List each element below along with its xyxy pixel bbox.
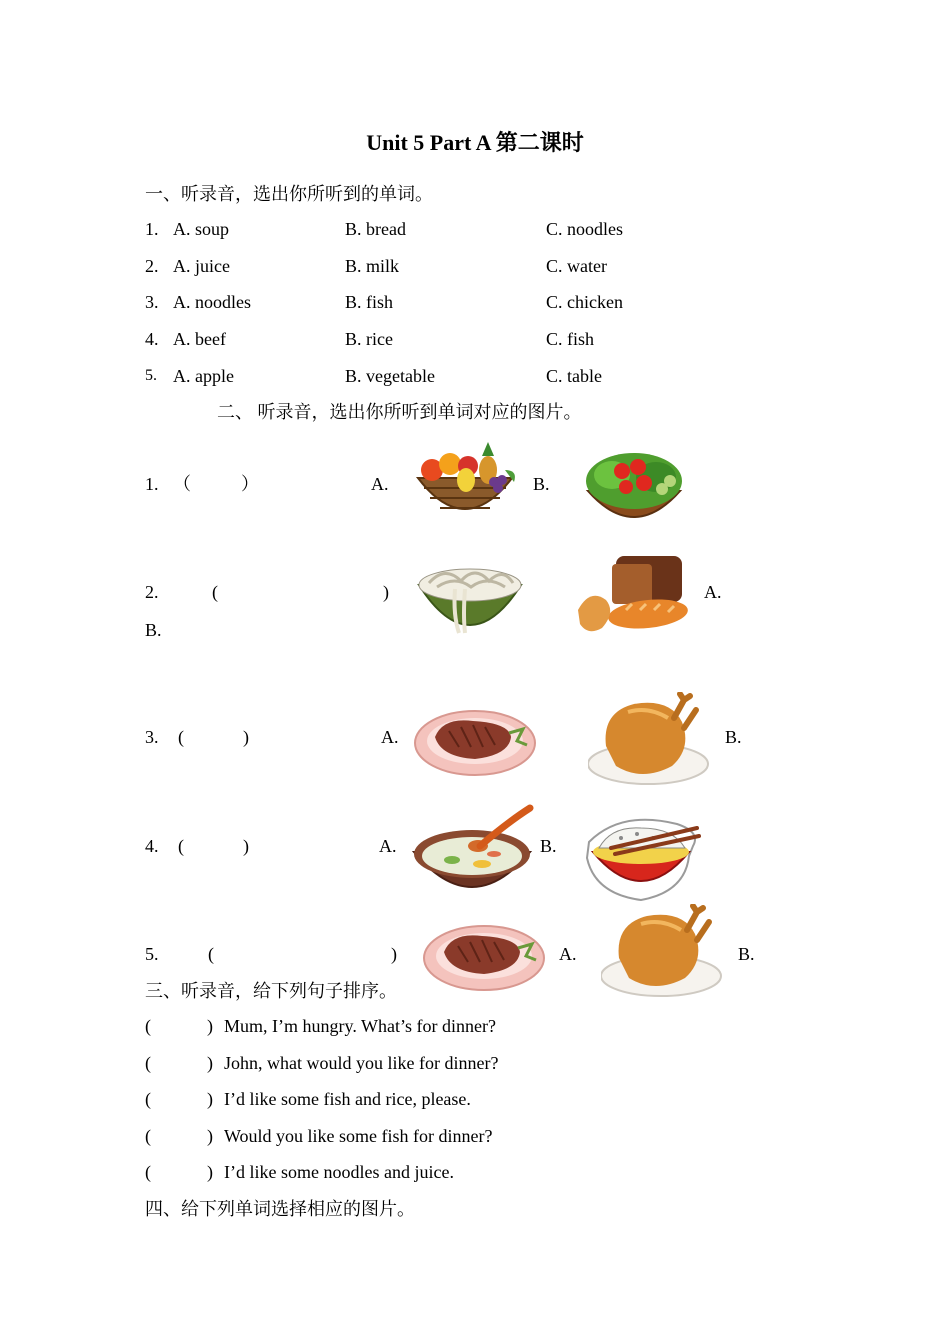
- sentence-item: John, what would you like for dinner?: [224, 1053, 499, 1073]
- option-b: B. bread: [345, 219, 406, 239]
- label-b: B.: [145, 620, 162, 640]
- soup-bowl-image: [412, 802, 538, 900]
- salad-bowl-image: [582, 443, 686, 527]
- label-b: B.: [725, 727, 742, 747]
- option-c: C. noodles: [546, 219, 624, 239]
- label-a: A.: [381, 727, 399, 747]
- page-title: Unit 5 Part A 第二课时: [366, 130, 584, 155]
- option-c: C. chicken: [546, 292, 623, 312]
- beef-plate-image: [413, 707, 537, 777]
- answer-paren-right: ): [207, 1053, 213, 1073]
- option-b: B. milk: [345, 256, 400, 276]
- noodle-bowl-image: [415, 555, 525, 637]
- option-c: C. fish: [546, 329, 595, 349]
- option-number: 2.: [145, 256, 159, 276]
- answer-paren-right: ): [383, 582, 389, 602]
- question-number: 1.: [145, 474, 159, 494]
- answer-paren-right: ): [243, 836, 249, 856]
- answer-paren-right: ): [207, 1089, 213, 1109]
- label-b: B.: [533, 474, 550, 494]
- option-number: 4.: [145, 329, 159, 349]
- answer-paren-left: (: [178, 836, 184, 856]
- answer-paren-right: ）: [241, 474, 259, 494]
- label-b: B.: [540, 836, 557, 856]
- bread-image: [576, 552, 690, 634]
- option-number: 5.: [145, 367, 157, 384]
- section-3-heading: 三、听录音，给下列句子排序。: [145, 981, 397, 1001]
- option-a: A. soup: [173, 219, 230, 239]
- answer-paren-left: (: [212, 582, 218, 602]
- option-a: A. noodles: [173, 292, 251, 312]
- option-b: B. rice: [345, 329, 393, 349]
- label-a: A.: [559, 944, 577, 964]
- option-number: 1.: [145, 219, 159, 239]
- fruit-basket-image: [410, 440, 520, 530]
- answer-paren-right: ): [243, 727, 249, 747]
- option-b: B. vegetable: [345, 366, 435, 386]
- option-c: C. table: [546, 366, 602, 386]
- option-number: 3.: [145, 292, 159, 312]
- label-a: A.: [371, 474, 389, 494]
- label-a: A.: [704, 582, 722, 602]
- option-c: C. water: [546, 256, 607, 276]
- question-number: 2.: [145, 582, 159, 602]
- answer-paren-left: (: [178, 727, 184, 747]
- question-number: 3.: [145, 727, 159, 747]
- option-a: A. apple: [173, 366, 234, 386]
- sentence-item: Mum, I’m hungry. What’s for dinner?: [224, 1016, 496, 1036]
- answer-paren-left: (: [208, 944, 214, 964]
- option-a: A. beef: [173, 329, 226, 349]
- answer-paren-right: ): [207, 1016, 213, 1036]
- answer-paren-left: (: [145, 1016, 151, 1036]
- answer-paren-left: (: [145, 1162, 151, 1182]
- answer-paren-right: ): [207, 1162, 213, 1182]
- sentence-item: I’d like some noodles and juice.: [224, 1162, 454, 1182]
- roast-chicken-image: [601, 904, 725, 998]
- label-b: B.: [738, 944, 755, 964]
- sentence-item: I’d like some fish and rice, please.: [224, 1089, 471, 1109]
- question-number: 5.: [145, 944, 159, 964]
- sentence-item: Would you like some fish for dinner?: [224, 1126, 493, 1146]
- answer-paren-left: （: [173, 474, 191, 494]
- section-1-heading: 一、听录音，选出你所听到的单词。: [145, 184, 433, 204]
- section-4-heading: 四、给下列单词选择相应的图片。: [145, 1199, 415, 1219]
- beef-plate-image: [422, 922, 546, 992]
- answer-paren-left: (: [145, 1053, 151, 1073]
- answer-paren-left: (: [145, 1089, 151, 1109]
- option-b: B. fish: [345, 292, 394, 312]
- roast-chicken-image: [588, 692, 712, 786]
- answer-paren-right: ): [207, 1126, 213, 1146]
- question-number: 4.: [145, 836, 159, 856]
- section-2-heading: 二、 听录音，选出你所听到单词对应的图片。: [217, 402, 582, 422]
- label-a: A.: [379, 836, 397, 856]
- option-a: A. juice: [173, 256, 230, 276]
- answer-paren-right: ): [391, 944, 397, 964]
- rice-bowl-image: [581, 812, 707, 906]
- answer-paren-left: (: [145, 1126, 151, 1146]
